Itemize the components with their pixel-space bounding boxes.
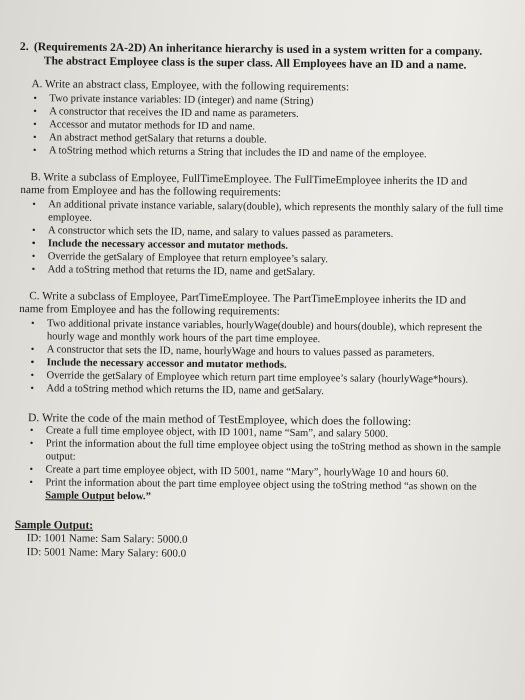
document-page	[15, 40, 510, 564]
section-a	[19, 78, 510, 162]
section-c	[16, 289, 507, 399]
section-b	[18, 170, 509, 280]
list-item-text: Print the information about the part time employee object using the toString method “as shown on the	[45, 477, 477, 493]
section-c-title-line-1: C. Write a subclass of Employee, PartTimeEmployee. The PartTimeEmployee inherits the ID and	[29, 289, 467, 307]
list-item: • Accessor and mutator methods for ID and name.	[33, 118, 509, 136]
list-item: • An abstract method getSalary that returns a double.	[33, 131, 509, 149]
section-b-list	[18, 197, 509, 280]
section-d-title: D. Write the code of the main method of TestEmployee, which does the following:	[27, 410, 412, 428]
section-b-title-line-2: name from Employee and has the following requirements:	[20, 184, 282, 199]
list-item: • A constructor that sets the ID, name, hourlyWage and hours to values passed as parameters.	[31, 343, 507, 361]
list-item: • Override the getSalary of Employee that return employee’s salary.	[32, 250, 508, 268]
section-c-title-line-2: name from Employee and has the following requirements:	[19, 303, 280, 318]
sample-output-title: Sample Output:	[14, 518, 94, 532]
list-item: • Print the information about the full time employee object using the toString method as shown in the sample output:	[30, 437, 506, 468]
section-d	[15, 410, 506, 507]
question-number: 2.	[19, 40, 29, 54]
question-line-2: The abstract Employee class is the super class. All Employees have an ID and a name.	[43, 54, 467, 72]
list-item: • Two additional private instance variables, hourlyWage(double) and hours(double), which represent the hourly wage and monthly work hours of the part time employee.	[31, 317, 507, 348]
list-item: • Add a toString method that returns the ID, name and getSalary.	[32, 263, 508, 281]
list-item: • Override the getSalary of Employee which return part time employee’s salary (hourlyWage*hours).	[30, 369, 506, 387]
sample-output-reference: Sample Output	[45, 490, 115, 503]
section-a-list	[19, 91, 510, 161]
list-item: • A constructor that receives the ID and name as parameters.	[33, 105, 509, 123]
section-b-title-line-1: B. Write a subclass of Employee, FullTimeEmployee. The FullTimeEmployee inherits the ID and	[30, 170, 468, 188]
list-item: • Add a toString method which returns the ID, name and getSalary.	[30, 382, 506, 400]
list-item: • An additional private instance variable, salary(double), which represents the monthly salary of the full time employee.	[32, 198, 508, 229]
section-c-list	[16, 316, 507, 399]
list-item: • Create a part time employee object, with ID 5001, name “Mary”, hourlyWage 10 and hours 60.	[29, 463, 505, 481]
sample-output-line-1: ID: 1001 Name: Sam Salary: 5000.0	[26, 532, 188, 546]
question-line-1: (Requirements 2A-2D) An inheritance hierarchy is used in a system written for a company.	[33, 40, 483, 58]
list-item: • A constructor which sets the ID, name, and salary to values passed as parameters.	[32, 224, 508, 242]
sample-output-line-2: ID: 5001 Name: Mary Salary: 600.0	[26, 545, 187, 560]
list-item	[29, 476, 505, 507]
section-d-list	[15, 424, 506, 507]
list-item: • Include the necessary accessor and mutator methods.	[31, 356, 507, 374]
list-item: • Include the necessary accessor and mutator methods.	[32, 237, 508, 255]
list-item: • Two private instance variables: ID (integer) and name (String)	[33, 92, 509, 110]
list-item: • A toString method which returns a String that includes the ID and name of the employee.	[33, 144, 509, 162]
list-item: • Create a full time employee object, with ID 1001, name “Sam”, and salary 5000.	[30, 424, 506, 442]
list-item-text-end: below.”	[114, 491, 151, 503]
section-a-title: A. Write an abstract class, Employee, with the following requirements:	[31, 78, 350, 94]
